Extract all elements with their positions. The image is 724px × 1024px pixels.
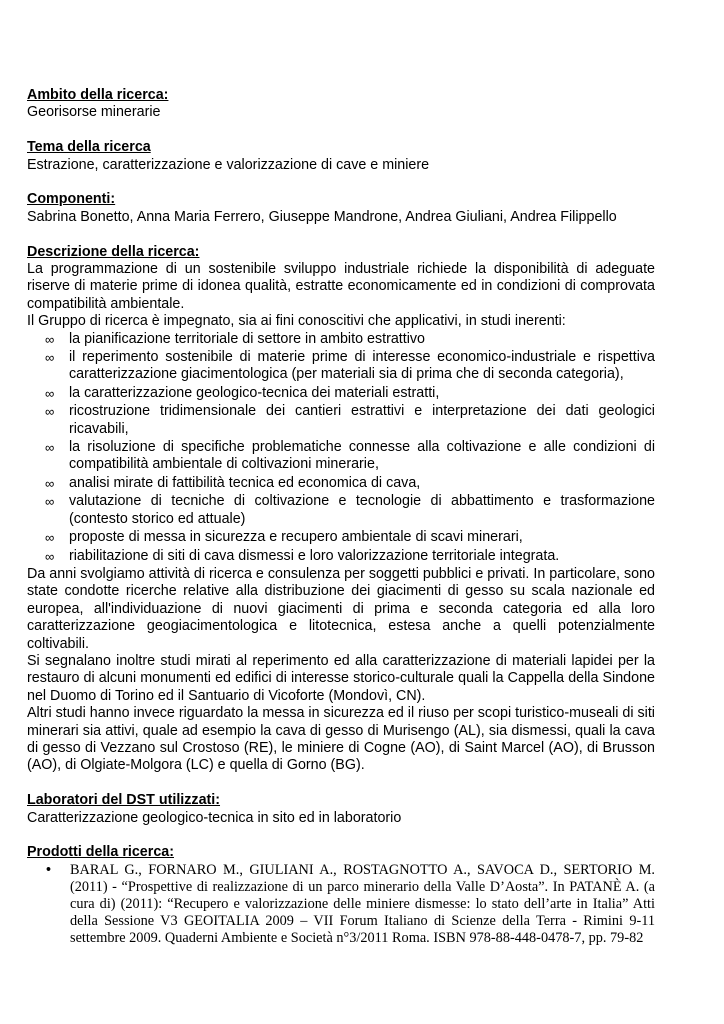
list-item	[27, 403, 655, 438]
descrizione-list	[27, 331, 655, 565]
infinity-bullet-icon: ∞	[45, 494, 55, 510]
list-item-text: proposte di messa in sicurezza e recupero ambientale di scavi minerari,	[69, 529, 523, 546]
ambito-text: Georisorse minerarie	[27, 104, 161, 121]
tema-text: Estrazione, caratterizzazione e valorizzazione di cave e miniere	[27, 156, 430, 173]
descrizione-heading: Descrizione della ricerca:	[27, 243, 200, 260]
componenti-text: Sabrina Bonetto, Anna Maria Ferrero, Giuseppe Mandrone, Andrea Giuliani, Andrea Filippello	[27, 208, 617, 225]
list-item-text: riabilitazione di siti di cava dismessi e loro valorizzazione territoriale integrata.	[69, 547, 560, 564]
laboratori-text: Caratterizzazione geologico-tecnica in sito ed in laboratorio	[27, 809, 402, 826]
list-item-text: analisi mirate di fattibilità tecnica ed economica di cava,	[69, 474, 421, 491]
list-item	[27, 529, 655, 546]
citation-text: BARAL G., FORNARO M., GIULIANI A., ROSTAGNOTTO A., SAVOCA D., SERTORIO M. (2011) - “Prospettive di realizzazione di un parco minerario della Valle D’Aosta”. In PATANÈ A. (a cura di) (2011): “Recupero e valorizzazione delle miniere dismesse: lo stato dell’arte in Italia” Atti della Sessione V3 GEOITALIA 2009 – VII Forum Italiano di Scienze della Terra - Rimini 9-11 settembre 2009. Quaderni Ambiente e Società n°3/2011 Roma. ISBN 978-88-448-0478-7, pp. 79-82	[70, 861, 655, 946]
section-ambito	[27, 87, 655, 122]
section-descrizione	[27, 244, 655, 775]
list-item	[27, 349, 655, 384]
laboratori-heading: Laboratori del DST utilizzati:	[27, 792, 221, 809]
list-item-text: ricostruzione tridimensionale dei cantieri estrattivi e interpretazione dei dati geologici ricavabili,	[69, 403, 655, 437]
descrizione-para-3: Altri studi hanno invece riguardato la messa in sicurezza ed il riuso per scopi turistico-museali di siti minerari sia attivi, quale ad esempio la cava di gesso di Murisengo (AL), sia dismessi, quali la cava di gesso di Vezzano sul Crostoso (RE), le miniere di Cogne (AO), di Saint Marcel (AO), di Brusson (AO), di Olgiate-Molgora (LC) e quella di Gorno (BG).	[27, 705, 655, 774]
list-item-text: il reperimento sostenibile di materie prime di interesse economico-industriale e rispettiva caratterizzazione giacimentologica (per materiali sia di prima che di seconda categoria),	[69, 349, 655, 383]
list-item	[27, 493, 655, 528]
list-item-text: la risoluzione di specifiche problematiche connesse alla coltivazione e alle condizioni di compatibilità ambientale di coltivazioni minerarie,	[69, 439, 655, 473]
list-item	[27, 385, 655, 402]
infinity-bullet-icon: ∞	[45, 440, 55, 456]
tema-heading: Tema della ricerca	[27, 139, 151, 156]
ambito-heading: Ambito della ricerca:	[27, 87, 169, 103]
infinity-bullet-icon: ∞	[45, 404, 55, 420]
list-item	[27, 439, 655, 474]
infinity-bullet-icon: ∞	[45, 475, 55, 491]
section-componenti	[27, 191, 655, 226]
list-item	[27, 475, 655, 492]
list-item-text: valutazione di tecniche di coltivazione e tecnologie di abbattimento e trasformazione (contesto storico ed attuale)	[69, 493, 655, 527]
descrizione-para-2: Si segnalano inoltre studi mirati al reperimento ed alla caratterizzazione di materiali lapidei per la restauro di alcuni monumenti ed edifici di interesse storico-culturale quali la Cappella della Sindone nel Duomo di Torino ed il Santuario di Vicoforte (Mondovì, CN).	[27, 652, 655, 704]
list-item-text: la caratterizzazione geologico-tecnica dei materiali estratti,	[69, 384, 440, 401]
descrizione-intro: La programmazione di un sostenibile sviluppo industriale richiede la disponibilità di adeguate riserve di materie prime di idonea qualità, estratte economicamente ed in condizioni di comprovata compatibilità ambientale.	[27, 261, 655, 312]
section-prodotti	[27, 844, 655, 946]
infinity-bullet-icon: ∞	[45, 350, 55, 366]
document-page	[27, 87, 655, 964]
list-item-text: la pianificazione territoriale di settore in ambito estrattivo	[69, 330, 426, 347]
list-item	[27, 331, 655, 348]
infinity-bullet-icon: ∞	[45, 530, 55, 546]
dot-bullet-icon: •	[46, 861, 52, 878]
descrizione-para-1: Da anni svolgiamo attività di ricerca e consulenza per soggetti pubblici e privati. In particolare, sono state condotte ricerche relative alla distribuzione dei giacimenti di gesso su scala nazionale ed europea, all'individuazione di nuovi giacimenti di prima e seconda categoria ed alla loro caratterizzazione geogiacimentologica e litotecnica, estesa anche a quelli potenzialmente coltivabili.	[27, 565, 655, 652]
list-item	[27, 862, 655, 947]
prodotti-heading: Prodotti della ricerca:	[27, 844, 174, 861]
descrizione-lead: Il Gruppo di ricerca è impegnato, sia ai fini conoscitivi che applicativi, in studi inerenti:	[27, 313, 566, 330]
section-laboratori	[27, 792, 655, 827]
list-item	[27, 548, 655, 565]
infinity-bullet-icon: ∞	[45, 385, 55, 401]
prodotti-list	[27, 862, 655, 947]
section-tema	[27, 139, 655, 174]
componenti-heading: Componenti:	[27, 191, 116, 208]
infinity-bullet-icon: ∞	[45, 331, 55, 347]
infinity-bullet-icon: ∞	[45, 548, 55, 564]
